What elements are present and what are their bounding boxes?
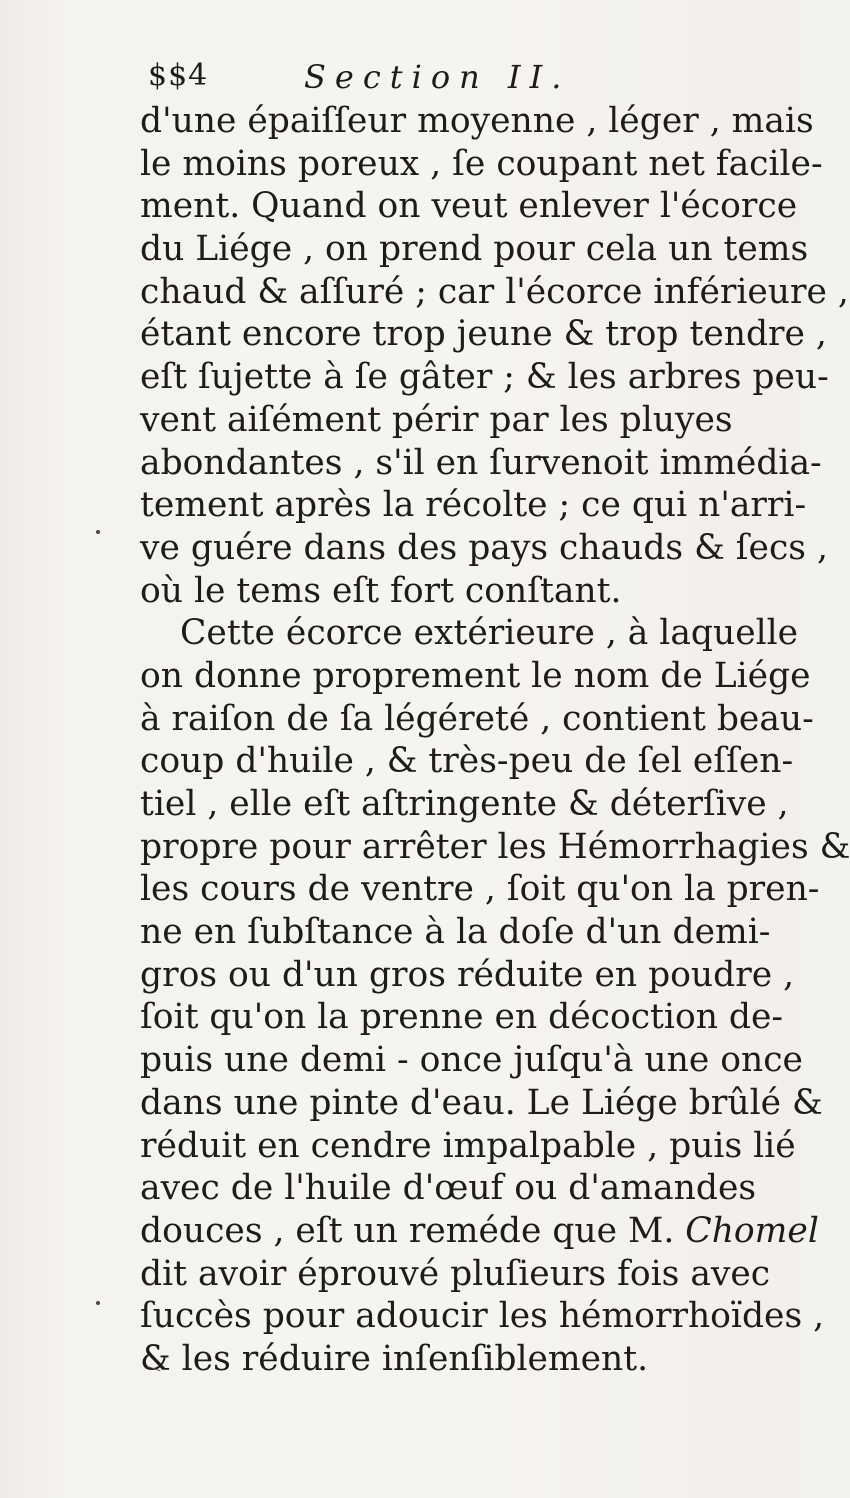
text-line: eſt ſujette à ſe gâter ; & les arbres peu-	[140, 357, 829, 398]
body-text	[140, 100, 850, 1381]
text-line: on donne proprement le nom de Liége	[140, 655, 811, 696]
section-title: Section II.	[304, 58, 571, 96]
text-line: ne en ſubſtance à la doſe d'un demi-	[140, 912, 771, 953]
text-line: propre pour arrêter les Hémorrhagies &	[140, 826, 850, 867]
text-line: ve guére dans des pays chauds & ſecs ,	[140, 527, 828, 568]
text-line: tement après la récolte ; ce qui n'arri-	[140, 485, 807, 526]
text-line: avec de l'huile d'œuf ou d'amandes	[140, 1168, 757, 1209]
text-line: puis une demi - once juſqu'à une once	[140, 1040, 803, 1081]
text-line: dans une pinte d'eau. Le Liége brûlé &	[140, 1082, 823, 1123]
author-name: Chomel	[685, 1210, 819, 1251]
text-line: dit avoir éprouvé pluſieurs fois avec	[140, 1253, 771, 1294]
text-line: d'une épaiſſeur moyenne , léger , mais	[140, 101, 814, 141]
text-line: & les réduire inſenſiblement.	[140, 1338, 649, 1379]
text-line: à raiſon de ſa légéreté , contient beau-	[140, 698, 814, 739]
margin-dot	[96, 1301, 100, 1305]
line-text: douces , eſt un reméde que M.	[140, 1210, 686, 1251]
text-line: abondantes , s'il en ſurvenoit immédia-	[140, 442, 822, 483]
text-line: ment. Quand on veut enlever l'écorce	[140, 186, 798, 227]
text-line: ſoit qu'on la prenne en décoction de-	[140, 997, 784, 1038]
text-line: où le tems eſt fort conſtant.	[140, 570, 622, 611]
text-line: du Liége , on prend pour cela un tems	[140, 229, 809, 270]
text-line: chaud & aſſuré ; car l'écorce inférieure ,	[140, 271, 849, 312]
text-line: vent aiſément périr par les pluyes	[140, 399, 733, 440]
text-line: ſuccès pour adoucir les hémorrhoïdes ,	[140, 1296, 825, 1337]
text-line: le moins poreux , ſe coupant net facile-	[140, 143, 823, 184]
paragraph-start-line: Cette écorce extérieure , à laquelle	[180, 613, 799, 654]
text-line: gros ou d'un gros réduite en poudre ,	[140, 954, 795, 995]
running-header	[148, 58, 708, 106]
text-line: réduit en cendre impalpable , puis lié	[140, 1125, 796, 1166]
text-line: étant encore trop jeune & trop tendre ,	[140, 314, 827, 355]
text-line: les cours de ventre , ſoit qu'on la pren-	[140, 869, 820, 910]
margin-dot	[96, 530, 100, 534]
page-number: $$4	[148, 58, 209, 93]
text-line: tiel , elle eſt aſtringente & déterſive ,	[140, 784, 789, 824]
text-line	[140, 1210, 819, 1253]
text-line: coup d'huile , & très-peu de ſel eſſen-	[140, 741, 794, 782]
